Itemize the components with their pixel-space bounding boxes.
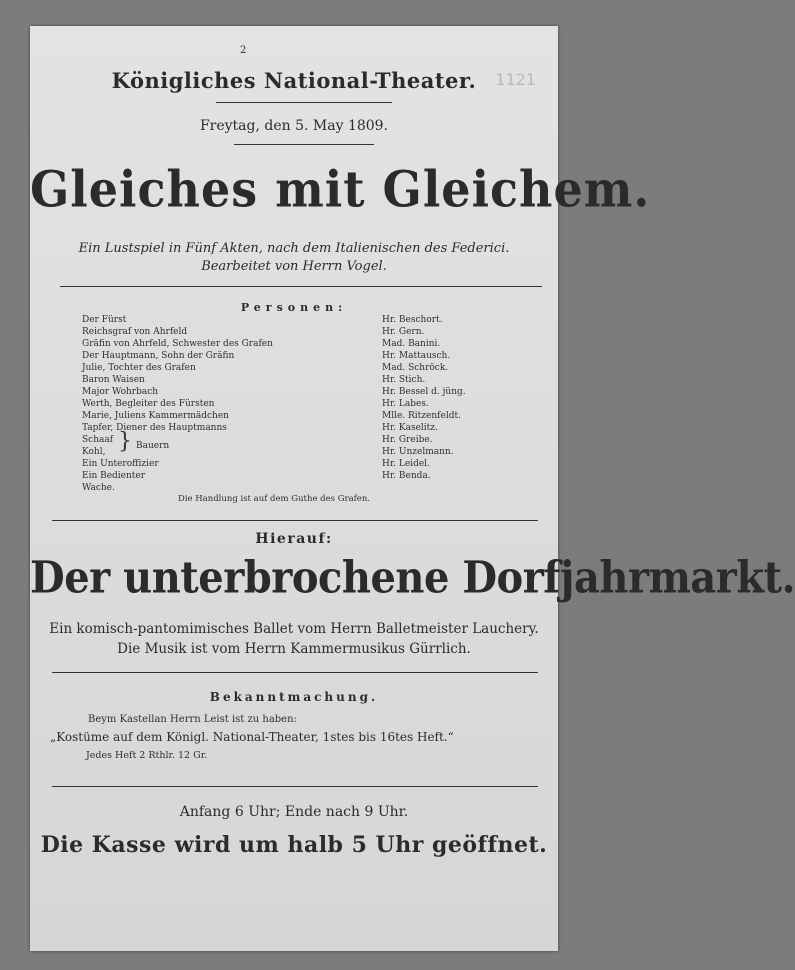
- cast-role: Schaaf: [82, 435, 114, 445]
- cast-role: Der Hauptmann, Sohn der Gräfin: [82, 351, 235, 361]
- cast-actor: Hr. Gern.: [382, 327, 425, 337]
- cast-actor: Hr. Beschort.: [382, 315, 443, 325]
- divider: [60, 286, 542, 287]
- cast-role: Reichsgraf von Ahrfeld: [82, 327, 188, 337]
- cast-actor: Hr. Leidel.: [382, 459, 430, 469]
- cast-role: Major Wohrbach: [82, 387, 159, 397]
- cast-role: Ein Unteroffizier: [82, 459, 159, 469]
- cast-actor: Hr. Unzelmann.: [382, 447, 454, 457]
- cast-role: Werth, Begleiter des Fürsten: [82, 399, 215, 409]
- ballet-music: Die Musik ist vom Herrn Kammermusikus Gürrlich.: [117, 641, 471, 657]
- box-office-opening: Die Kasse wird um halb 5 Uhr geöffnet.: [40, 832, 548, 858]
- cast-heading: Personen:: [240, 301, 348, 314]
- cast-role: Gräfin von Ahrfeld, Schwester des Grafen: [82, 339, 273, 349]
- brace-glyph: }: [118, 429, 132, 454]
- cast-role: Der Fürst: [82, 315, 127, 325]
- cast-role: Baron Waisen: [82, 375, 145, 385]
- announcement-heading: Bekanntmachung.: [209, 690, 379, 704]
- top-mark: 2: [240, 45, 247, 56]
- announcement-title: „Kostüme auf dem Königl. National-Theater, 1stes bis 16tes Heft.“: [50, 730, 454, 744]
- cast-actor: Mad. Banini.: [382, 339, 441, 349]
- cast-role: Kohl,: [82, 447, 106, 457]
- archive-number: 1121: [495, 70, 536, 89]
- divider: [52, 520, 538, 521]
- setting-note: Die Handlung ist auf dem Guthe des Grafen.: [178, 494, 370, 504]
- ballet-title: Der unterbrochene Dorfjahrmarkt.: [30, 551, 795, 604]
- divider: [216, 102, 392, 103]
- performance-times: Anfang 6 Uhr; Ende nach 9 Uhr.: [179, 804, 409, 820]
- ballet-subtitle: Ein komisch-pantomimisches Ballet vom Herrn Balletmeister Lauchery.: [49, 621, 539, 637]
- play-title: Gleiches mit Gleichem.: [30, 159, 651, 219]
- theater-name: Königliches National-Theater.: [111, 68, 477, 93]
- hierauf-heading: Hierauf:: [255, 531, 333, 547]
- divider: [52, 786, 538, 787]
- cast-role: Julie, Tochter des Grafen: [82, 363, 196, 373]
- cast-actor: Hr. Stich.: [382, 375, 426, 385]
- cast-role: Tapfer, Diener des Hauptmanns: [82, 423, 227, 433]
- cast-actor: Hr. Bessel d. jüng.: [382, 387, 466, 397]
- cast-actor: Hr. Mattausch.: [382, 351, 451, 361]
- divider: [234, 144, 374, 145]
- cast-actor: Hr. Greibe.: [382, 435, 433, 445]
- cast-role: Ein Bedienter: [82, 471, 146, 481]
- announcement-price: Jedes Heft 2 Rthlr. 12 Gr.: [86, 750, 208, 761]
- cast-role: Wache.: [82, 483, 115, 493]
- play-adapter: Bearbeitet von Herrn Vogel.: [201, 259, 387, 274]
- cast-actor: Mlle. Ritzenfeldt.: [382, 411, 461, 421]
- divider: [52, 672, 538, 673]
- play-subtitle: Ein Lustspiel in Fünf Akten, nach dem Italienischen des Federici.: [78, 241, 510, 256]
- performance-date: Freytag, den 5. May 1809.: [199, 118, 389, 134]
- cast-actor: Mad. Schröck.: [382, 363, 449, 373]
- cast-actor: Hr. Benda.: [382, 471, 431, 481]
- cast-role: Marie, Juliens Kammermädchen: [82, 411, 229, 421]
- bauern-label: Bauern: [136, 441, 170, 451]
- announcement-line: Beym Kastellan Herrn Leist ist zu haben:: [88, 714, 297, 725]
- cast-actor: Hr. Labes.: [382, 399, 429, 409]
- playbill-sheet: [30, 26, 795, 951]
- cast-actor: Hr. Kaselitz.: [382, 423, 438, 433]
